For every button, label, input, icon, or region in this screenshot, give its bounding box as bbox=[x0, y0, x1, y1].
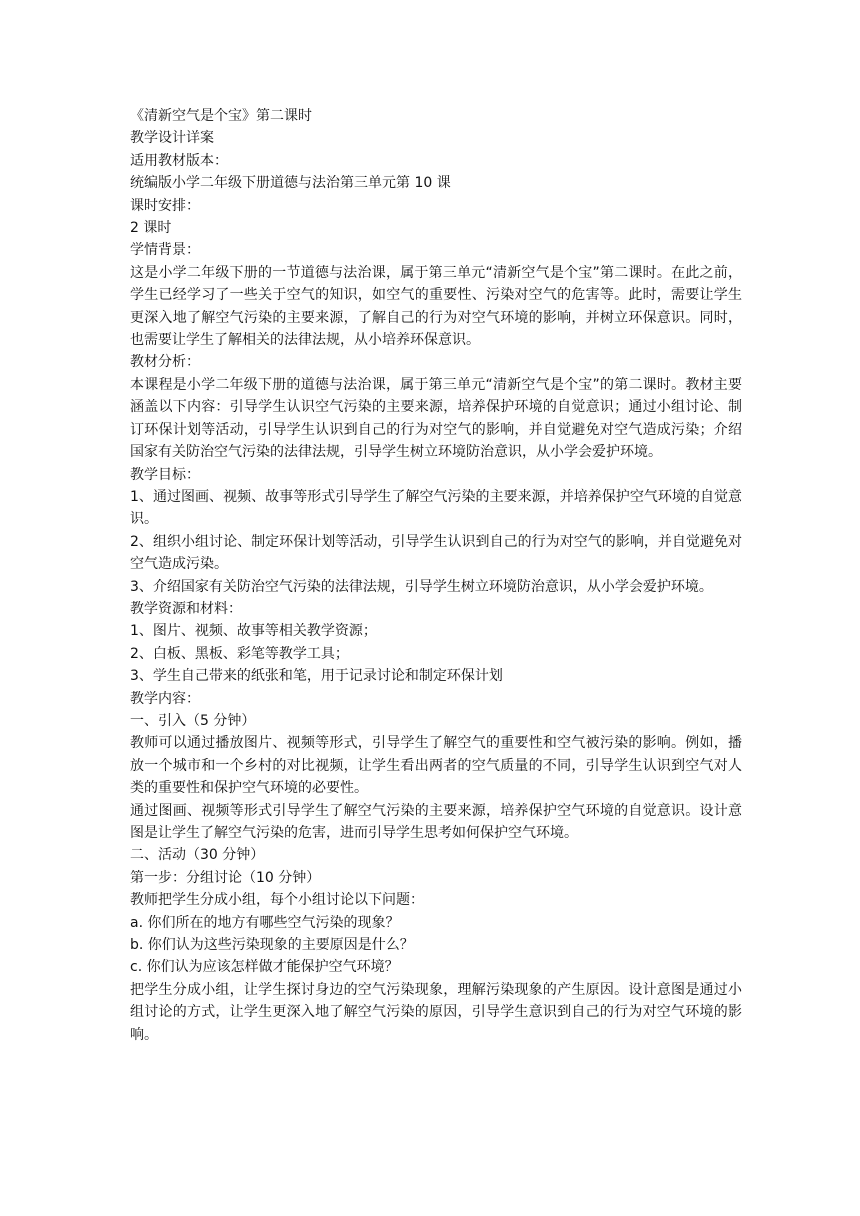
section-heading: 教学内容： bbox=[130, 690, 200, 707]
section-heading: 教学目标： bbox=[130, 466, 200, 483]
paragraph: 本课程是小学二年级下册的道德与法治课，属于第三单元“清新空气是个宝”的第二课时。教材主要涵盖以下内容：引导学生认识空气污染的主要来源，培养保护环境的自觉意识；通过小组讨论、制订环保计划等活动，引导学生认识到自己的行为对空气的影响，并自觉避免对空气造成污染；介绍国家有关防治空气污染的法律法规，引导学生树立环境防治意识，从小学会爱护环境。 bbox=[130, 376, 742, 461]
step-heading: 第一步：分组讨论（10 分钟） bbox=[130, 869, 321, 886]
list-item: 3、学生自己带来的纸张和笔，用于记录讨论和制定环保计划 bbox=[130, 668, 503, 685]
paragraph: 把学生分成小组，让学生探讨身边的空气污染现象，理解污染现象的产生原因。设计意图是通过小组讨论的方式，让学生更深入地了解空气污染的原因，引导学生意识到自己的行为对空气环境的影响。 bbox=[130, 981, 742, 1043]
paragraph: 2 课时 bbox=[130, 220, 172, 237]
list-item: 3、介绍国家有关防治空气污染的法律法规，引导学生树立环境防治意识，从小学会爱护环境。 bbox=[130, 578, 713, 595]
subsection-heading: 二、活动（30 分钟） bbox=[130, 847, 265, 864]
document-body bbox=[130, 105, 742, 1046]
paragraph: 教师把学生分成小组，每个小组讨论以下问题： bbox=[130, 892, 424, 909]
document-title: 《清新空气是个宝》第二课时 bbox=[130, 108, 312, 124]
section-heading: 课时安排： bbox=[130, 197, 200, 214]
list-item: 1、图片、视频、故事等相关教学资源； bbox=[130, 623, 377, 640]
paragraph: 这是小学二年级下册的一节道德与法治课，属于第三单元“清新空气是个宝”第二课时。在此之前，学生已经学习了一些关于空气的知识，如空气的重要性、污染对空气的危害等。此时，需要让学生更深入地了解空气污染的主要来源，了解自己的行为对空气环境的影响，并树立环保意识。同时，也需要让学生了解相关的法律法规，从小培养环保意识。 bbox=[130, 264, 742, 349]
list-item: 2、组织小组讨论、制定环保计划等活动，引导学生认识到自己的行为对空气的影响，并自觉避免对空气造成污染。 bbox=[130, 533, 742, 573]
paragraph: 通过图画、视频等形式引导学生了解空气污染的主要来源，培养保护空气环境的自觉意识。设计意图是让学生了解空气污染的危害，进而引导学生思考如何保护空气环境。 bbox=[130, 802, 742, 841]
subsection-heading: 一、引入（5 分钟） bbox=[130, 712, 256, 729]
question-item: b. 你们认为这些污染现象的主要原因是什么？ bbox=[130, 937, 414, 954]
paragraph: 教师可以通过播放图片、视频等形式，引导学生了解空气的重要性和空气被污染的影响。例如，播放一个城市和一个乡村的对比视频，让学生看出两者的空气质量的不同，引导学生认识到空气对人类的重要性和保护空气环境的必要性。 bbox=[130, 735, 742, 797]
question-item: a. 你们所在的地方有哪些空气污染的现象？ bbox=[130, 914, 400, 931]
question-item: c. 你们认为应该怎样做才能保护空气环境？ bbox=[130, 959, 399, 976]
list-item: 2、白板、黑板、彩笔等教学工具； bbox=[130, 645, 349, 662]
section-heading: 适用教材版本： bbox=[130, 152, 228, 169]
section-heading: 教学资源和材料： bbox=[130, 600, 242, 617]
paragraph: 统编版小学二年级下册道德与法治第三单元第 10 课 bbox=[130, 175, 451, 192]
document-subtitle: 教学设计详案 bbox=[130, 130, 214, 147]
list-item: 1、通过图画、视频、故事等形式引导学生了解空气污染的主要来源，并培养保护空气环境的自觉意识。 bbox=[130, 488, 742, 528]
section-heading: 学情背景： bbox=[130, 242, 200, 259]
section-heading: 教材分析： bbox=[130, 354, 200, 371]
